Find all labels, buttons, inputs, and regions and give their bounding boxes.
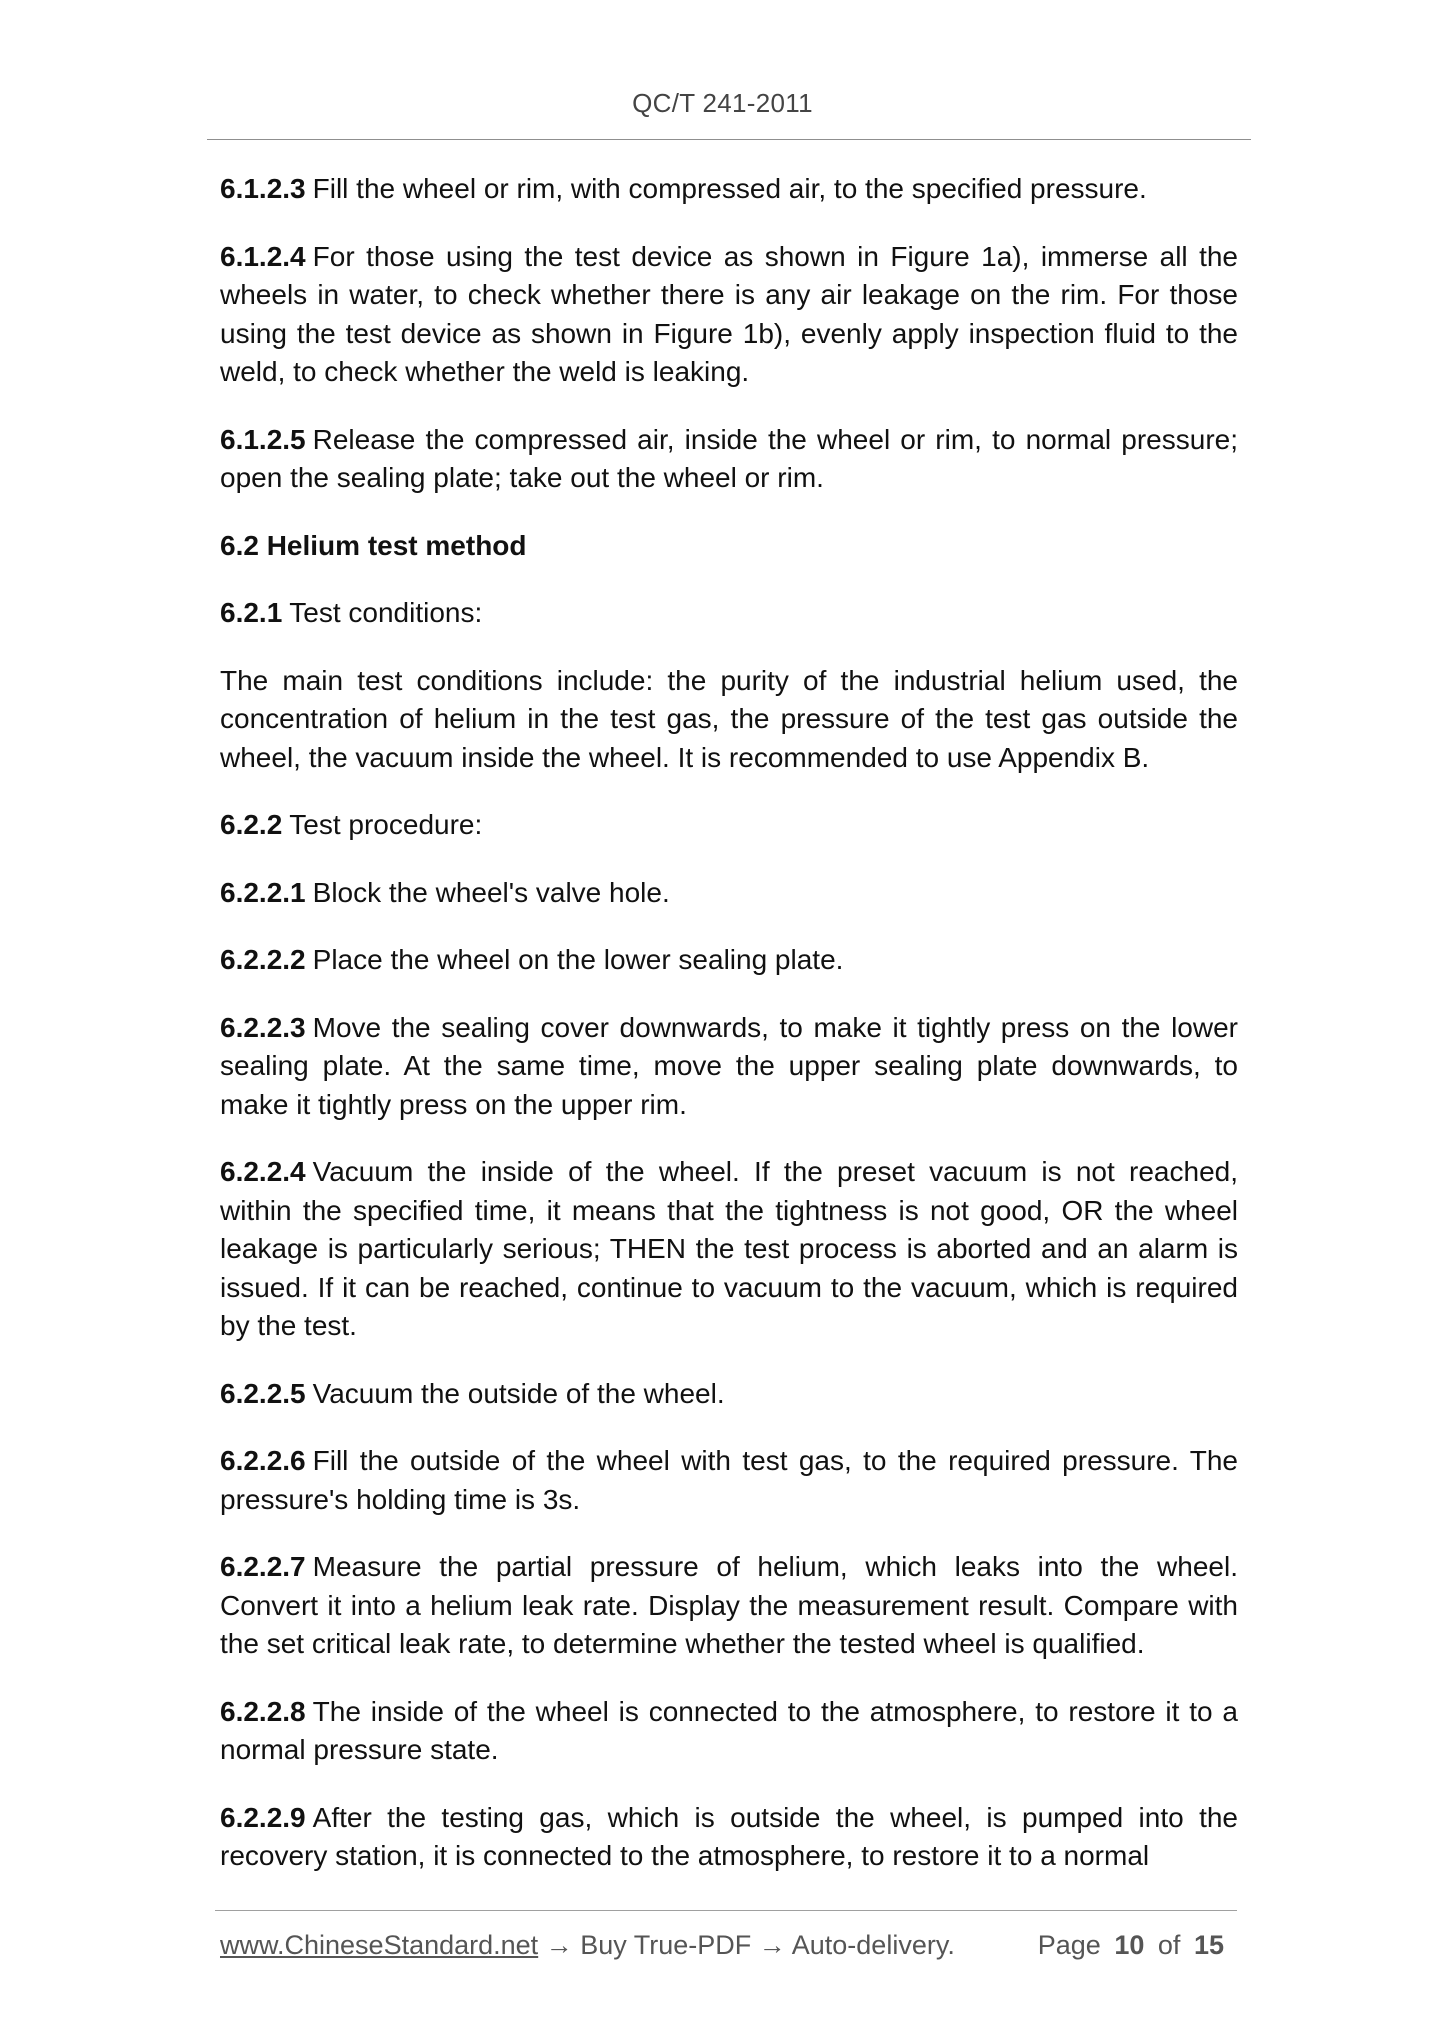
section-heading-6-2: 6.2 Helium test method [220, 529, 527, 561]
website-link[interactable]: www.ChineseStandard.net [220, 1930, 539, 1960]
clause-number: 6.2.2.6 [220, 1445, 306, 1476]
current-page-number: 10 [1114, 1930, 1145, 1960]
clause-text: Move the sealing cover downwards, to make it tightly press on the lower sealing plate. At the same time, move the upper sealing plate downwards, to make it tightly press on the upper rim. [220, 1011, 1238, 1120]
footer-divider [215, 1910, 1237, 1911]
clause-text: The inside of the wheel is connected to the atmosphere, to restore it to a normal pressure state. [220, 1695, 1238, 1765]
header-divider [207, 139, 1251, 140]
clause-text: For those using the test device as shown in Figure 1a), immerse all the wheels in water, to check whether there is any air leakage on the rim. For those using the test device as shown in Figure 1b), evenly apply inspection fluid to the weld, to check whether the weld is leaking. [220, 240, 1238, 387]
footer-promo [220, 1930, 955, 1961]
clause-text: Place the wheel on the lower sealing plate. [312, 944, 844, 975]
clause-number: 6.2.2.5 [220, 1377, 306, 1409]
document-header-code: QC/T 241-2011 [632, 88, 813, 118]
clause-number: 6.2.2.4 [220, 1156, 306, 1187]
paragraph-6-2-2-3 [220, 1009, 1238, 1125]
paragraph-6-2-2-7 [220, 1548, 1238, 1664]
clause-number: 6.2.2 [220, 809, 283, 840]
page-body [220, 170, 1238, 1905]
clause-text: Fill the outside of the wheel with test gas, to the required pressure. The pressure's holding time is 3s. [220, 1445, 1238, 1515]
paragraph-6-2-2-5 [220, 1375, 1238, 1414]
page-label: Page [1037, 1930, 1101, 1960]
clause-number: 6.2.2.7 [220, 1551, 306, 1582]
paragraph-6-2-2-9 [220, 1799, 1238, 1876]
clause-number: 6.2.2.1 [220, 876, 306, 908]
paragraph-6-2-2 [220, 806, 1238, 845]
of-label: of [1157, 1930, 1181, 1960]
clause-text: Vacuum the outside of the wheel. [312, 1377, 725, 1409]
clause-number: 6.2.2.9 [220, 1801, 306, 1833]
page-indicator [1038, 1930, 1230, 1961]
footer-tagline: → Buy True-PDF → Auto-delivery. [545, 1930, 955, 1960]
clause-text: After the testing gas, which is outside the wheel, is pumped into the recovery station, it is connected to the atmosphere, to restore it to a normal [220, 1801, 1238, 1871]
paragraph-test-conditions-body: The main test conditions include: the purity of the industrial helium used, the concentration of helium in the test gas, the pressure of the test gas outside the wheel, the vacuum inside the wheel. It is recommended to use Appendix B. [220, 664, 1238, 773]
clause-text: Measure the partial pressure of helium, which leaks into the wheel. Convert it into a helium leak rate. Display the measurement result. Compare with the set critical leak rate, to determine whether the tested wheel is qualified. [220, 1551, 1238, 1659]
clause-number: 6.2.2.2 [220, 944, 306, 975]
paragraph-6-2-2-4 [220, 1153, 1238, 1346]
clause-text: Vacuum the inside of the wheel. If the preset vacuum is not reached, within the specified time, it means that the tightness is not good, OR the wheel leakage is particularly serious; THEN the test process is aborted and an alarm is issued. If it can be reached, continue to vacuum to the vacuum, which is required by the test. [220, 1156, 1238, 1341]
clause-text: Test conditions: [289, 597, 483, 628]
clause-number: 6.1.2.4 [220, 240, 306, 272]
clause-number: 6.2.2.8 [220, 1695, 306, 1727]
clause-text: Release the compressed air, inside the wheel or rim, to normal pressure; open the sealing plate; take out the wheel or rim. [220, 423, 1238, 493]
clause-number: 6.2.2.3 [220, 1011, 306, 1043]
paragraph-6-1-2-5 [220, 421, 1238, 498]
clause-number: 6.1.2.5 [220, 423, 306, 455]
total-page-number: 15 [1193, 1930, 1224, 1960]
paragraph-6-1-2-3 [220, 170, 1238, 209]
clause-number: 6.2.1 [220, 597, 283, 628]
clause-text: Fill the wheel or rim, with compressed air, to the specified pressure. [312, 173, 1147, 204]
paragraph-6-2-2-1 [220, 874, 1238, 913]
paragraph-6-2-2-6 [220, 1442, 1238, 1519]
paragraph-6-2-1 [220, 594, 1238, 633]
clause-text: Test procedure: [289, 809, 483, 840]
paragraph-6-1-2-4 [220, 238, 1238, 392]
clause-text: Block the wheel's valve hole. [312, 876, 670, 908]
clause-number: 6.1.2.3 [220, 173, 306, 204]
paragraph-6-2-2-8 [220, 1693, 1238, 1770]
paragraph-6-2-2-2 [220, 941, 1238, 980]
